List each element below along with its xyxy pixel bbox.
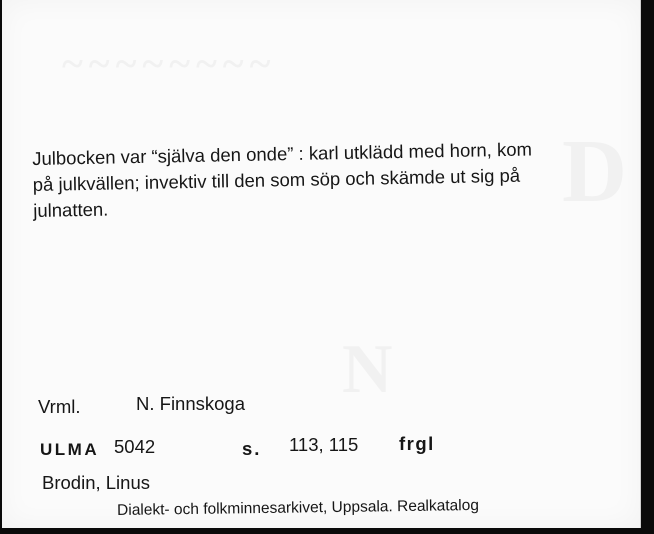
archive-number: 5042: [114, 436, 156, 457]
card-description: [32, 135, 613, 224]
archive-label: ULMA: [40, 440, 100, 459]
catalog-card: [2, 0, 641, 528]
pages-label: s.: [242, 438, 262, 459]
bleed-through-text: [62, 40, 276, 87]
province-label: Vrml.: [38, 396, 81, 417]
page-numbers: 113, 115: [289, 434, 359, 455]
informant-name: Brodin, Linus: [42, 472, 150, 493]
description-line: på julkvällen; invektiv till den som söp och skämde ut sig på: [32, 164, 521, 195]
archive-footer: Dialekt- och folkminnesarkivet, Uppsala. Realkatalog: [117, 496, 480, 519]
type-code: frgl: [399, 433, 435, 454]
description-line: julnatten.: [33, 198, 109, 221]
description-line: Julbocken var “själva den onde” : karl utklädd med horn, kom: [32, 138, 533, 169]
bleed-through-text: [342, 330, 393, 410]
parish-label: N. Finnskoga: [136, 393, 245, 414]
